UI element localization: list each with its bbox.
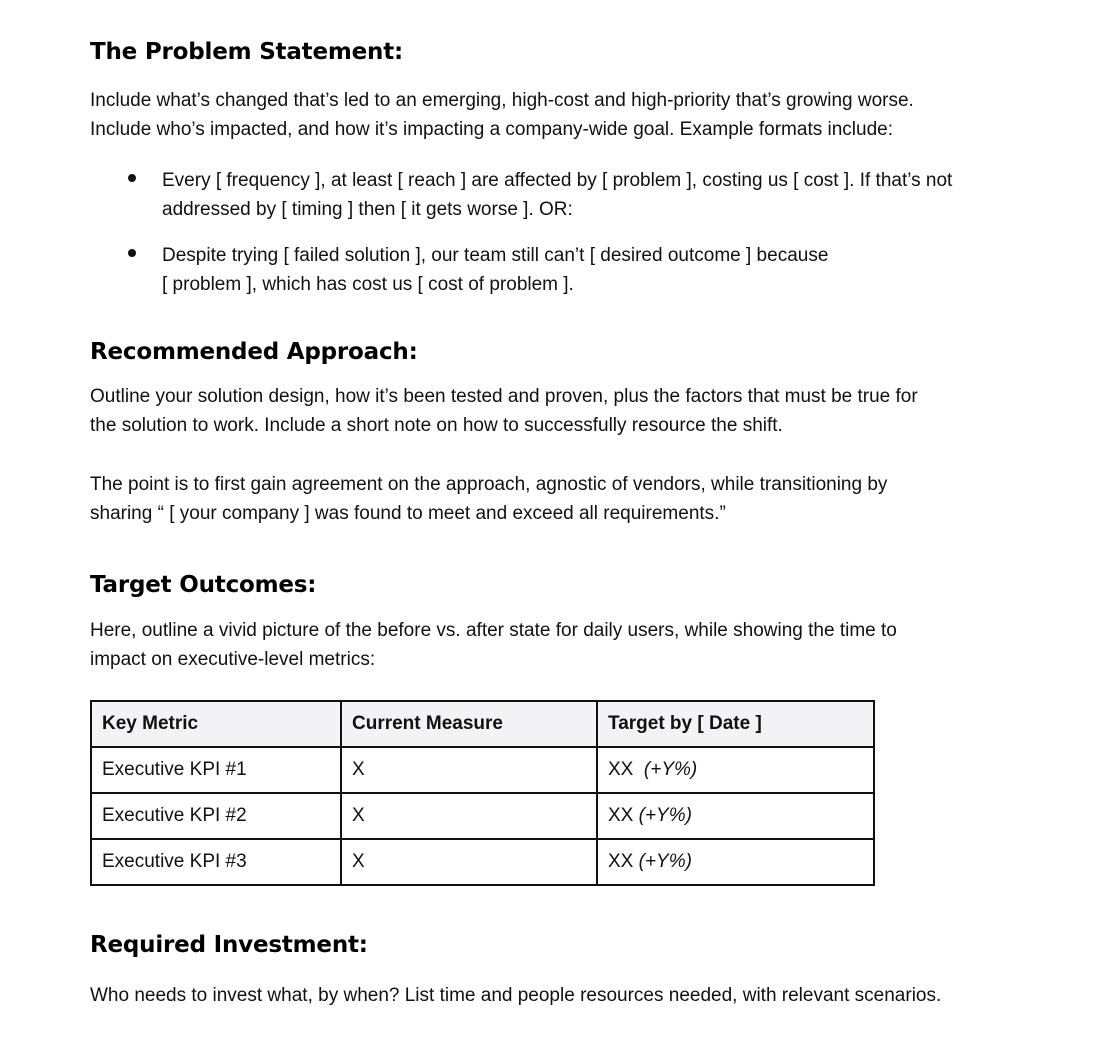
- table-row: [91, 747, 874, 793]
- list-item-line-1: Despite trying [ failed solution ], our team still can’t [ desired outcome ] because: [162, 245, 829, 266]
- target-value: XX: [608, 805, 634, 826]
- outcomes-intro-line-1: Here, outline a vivid picture of the before vs. after state for daily users, while showing the time to: [90, 620, 897, 641]
- metric-cell: Executive KPI #3: [91, 839, 341, 885]
- column-header-current-measure: Current Measure: [341, 701, 597, 747]
- target-value: XX: [608, 851, 634, 872]
- target-outcomes-heading: Target Outcomes:: [90, 572, 317, 598]
- bullet-icon: [128, 249, 136, 257]
- list-item-line-1: Every [ frequency ], at least [ reach ] are affected by [ problem ], costing us [ cost ]. If that’s not: [162, 170, 953, 191]
- investment-text: [90, 981, 1030, 1010]
- metric-cell: Executive KPI #1: [91, 747, 341, 793]
- column-header-key-metric: Key Metric: [91, 701, 341, 747]
- kpi-table: [90, 700, 875, 886]
- target-cell: [597, 793, 874, 839]
- current-measure-cell: X: [341, 793, 597, 839]
- target-cell: [597, 747, 874, 793]
- problem-statement-heading: The Problem Statement:: [90, 39, 403, 65]
- table-header-row: [91, 701, 874, 747]
- problem-intro-line-1: Include what’s changed that’s led to an emerging, high-cost and high-priority that’s growing worse.: [90, 90, 914, 111]
- list-item-text: [162, 241, 1042, 299]
- approach-paragraph-2: [90, 470, 1030, 528]
- current-measure-cell: X: [341, 747, 597, 793]
- recommended-approach-heading: Recommended Approach:: [90, 339, 418, 365]
- list-item-line-2: [ problem ], which has cost us [ cost of problem ].: [162, 274, 574, 295]
- problem-intro: [90, 86, 1030, 144]
- approach-paragraph-1: [90, 382, 1030, 440]
- approach-para1-line-2: the solution to work. Include a short note on how to successfully resource the shift.: [90, 415, 783, 436]
- table-row: [91, 793, 874, 839]
- approach-para2-line-2: sharing “ [ your company ] was found to meet and exceed all requirements.”: [90, 503, 726, 524]
- investment-text-line: Who needs to invest what, by when? List time and people resources needed, with relevant scenarios.: [90, 985, 942, 1006]
- target-change: (+Y%): [633, 851, 692, 872]
- current-measure-cell: X: [341, 839, 597, 885]
- target-cell: [597, 839, 874, 885]
- target-change: (+Y%): [638, 759, 698, 780]
- outcomes-intro-line-2: impact on executive-level metrics:: [90, 649, 376, 670]
- approach-para2-line-1: The point is to first gain agreement on the approach, agnostic of vendors, while transitioning by: [90, 474, 888, 495]
- metric-cell: Executive KPI #2: [91, 793, 341, 839]
- target-change: (+Y%): [633, 805, 692, 826]
- list-item-text: [162, 166, 1042, 224]
- table-row: [91, 839, 874, 885]
- outcomes-intro: [90, 616, 1030, 674]
- problem-intro-line-2: Include who’s impacted, and how it’s impacting a company-wide goal. Example formats include:: [90, 119, 893, 140]
- list-item-line-2: addressed by [ timing ] then [ it gets worse ]. OR:: [162, 199, 573, 220]
- required-investment-heading: Required Investment:: [90, 932, 368, 958]
- approach-para1-line-1: Outline your solution design, how it’s been tested and proven, plus the factors that must be true for: [90, 386, 918, 407]
- target-value: XX: [608, 759, 639, 780]
- bullet-icon: [128, 174, 136, 182]
- column-header-target: Target by [ Date ]: [597, 701, 874, 747]
